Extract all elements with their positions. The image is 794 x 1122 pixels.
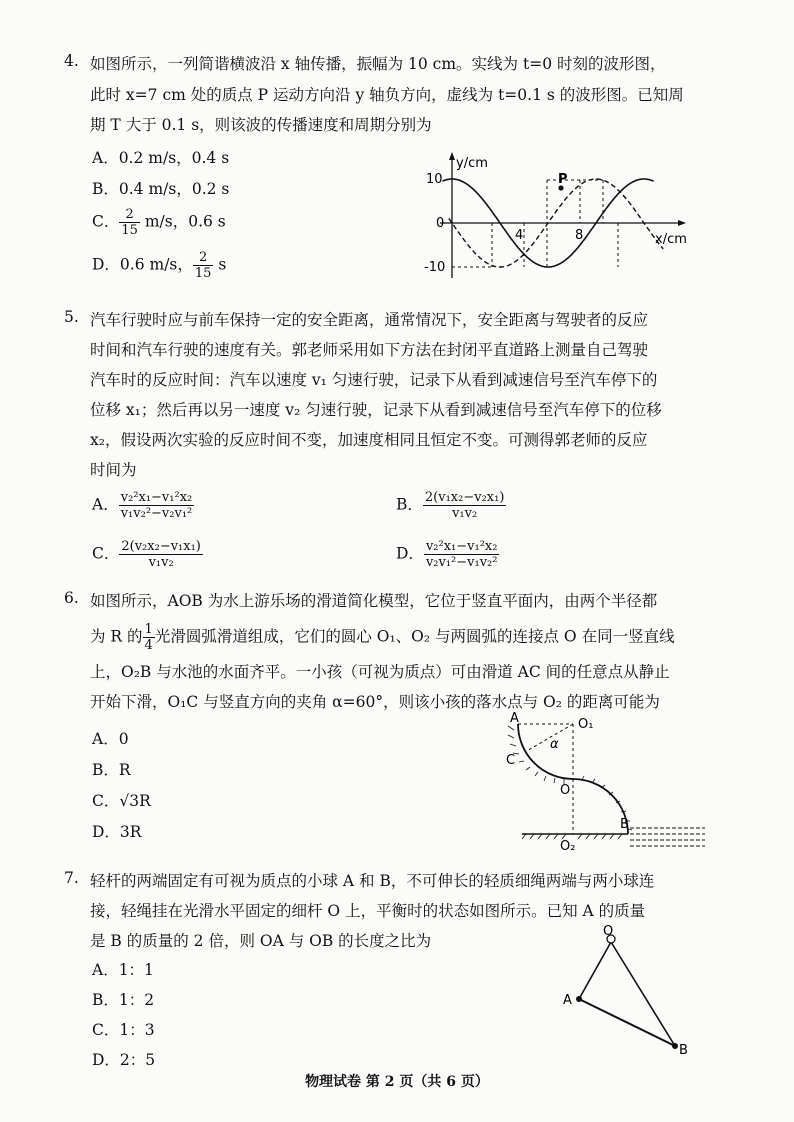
question-text-segment: 光滑圆弧滑道组成，它们的圆心 O₁、O₂ 与两圆弧的连接点 O 在同一竖直线 xyxy=(154,627,675,646)
o1-c-line xyxy=(525,724,573,752)
option-b: B．1：2 xyxy=(92,991,155,1009)
option-c: C．1：3 xyxy=(92,1021,155,1039)
option-c xyxy=(92,207,226,238)
label-o: O xyxy=(603,924,614,939)
question-number: 6. xyxy=(64,589,79,607)
string-oa xyxy=(579,942,611,999)
question-text-line: 轻杆的两端固定有可视为质点的小球 A 和 B，不可伸长的轻质细绳两端与两小球连 xyxy=(90,872,655,890)
option-b: B．0.4 m/s，0.2 s xyxy=(92,180,230,198)
label-a: A xyxy=(510,711,519,726)
y-tick-zero: 0 xyxy=(436,216,445,231)
fraction xyxy=(143,622,155,653)
x-axis-arrow xyxy=(678,220,686,226)
option-d: D．2：5 xyxy=(92,1051,156,1069)
question-number: 4. xyxy=(64,52,79,70)
label-alpha: α xyxy=(550,737,559,752)
question-text-line: 如图所示，AOB 为水上游乐场的滑道简化模型，它位于竖直平面内，由两个半径都 xyxy=(90,592,658,610)
label-c: C xyxy=(506,753,516,768)
fraction-denominator: v₁v₂ xyxy=(148,555,174,570)
label-b: B xyxy=(679,1043,688,1058)
fraction-denominator: 15 xyxy=(194,266,212,281)
slide-model-figure xyxy=(500,710,720,850)
fraction xyxy=(424,539,500,570)
fraction-numerator: v₂²x₁−v₁²x₂ xyxy=(119,490,195,506)
option-text: D．0.6 m/s， xyxy=(92,255,193,274)
fraction-denominator: 15 xyxy=(121,223,138,238)
option-c xyxy=(92,539,203,570)
point-p-label: P xyxy=(558,172,568,187)
question-number: 5. xyxy=(64,308,79,326)
question-text-line: 位移 x₁；然后再以另一速度 v₂ 匀速行驶，记录下从看到减速信号至汽车停下的位移 xyxy=(90,401,662,419)
rod-string-figure xyxy=(555,922,705,1062)
fraction-denominator: v₁v₂ xyxy=(452,506,478,521)
page-footer: 物理试卷 第 2 页（共 6 页） xyxy=(305,1074,489,1090)
question-text-line: 时间和汽车行驶的速度有关。郭老师采用如下方法在封闭平直道路上测量自己驾驶 xyxy=(90,341,649,359)
question-text-line: 汽车行驶时应与前车保持一定的安全距离，通常情况下，安全距离与驾驶者的反应 xyxy=(90,311,649,329)
option-d: D．3R xyxy=(92,823,142,841)
ball-a xyxy=(576,996,582,1002)
option-label: C． xyxy=(92,212,120,231)
question-text-line: 此时 x=7 cm 处的质点 P 运动方向沿 y 轴负方向，虚线为 t=0.1 s 的波形图。已知周 xyxy=(90,86,684,104)
fraction-denominator: v₁v₂²−v₂v₁² xyxy=(120,506,193,521)
option-label: B． xyxy=(396,495,423,514)
fraction-numerator: 2 xyxy=(193,250,214,266)
label-o: O xyxy=(560,783,571,798)
option-d xyxy=(92,250,226,281)
question-text-line: 是 B 的质量的 2 倍，则 OA 与 OB 的长度之比为 xyxy=(90,932,432,950)
option-b: B．R xyxy=(92,761,131,779)
x-axis-label: x/cm xyxy=(655,232,687,247)
y-axis-arrow xyxy=(449,152,455,160)
option-a xyxy=(92,490,194,521)
question-text-line: 汽车时的反应时间：汽车以速度 v₁ 匀速行驶，记录下从看到减速信号至汽车停下的 xyxy=(90,371,658,389)
option-b xyxy=(396,490,506,521)
fraction xyxy=(423,490,507,521)
water-pool xyxy=(630,828,705,846)
x-tick-8: 8 xyxy=(575,228,584,243)
fraction xyxy=(193,250,214,281)
fraction xyxy=(119,207,140,238)
fraction-denominator: 4 xyxy=(144,638,153,653)
question-text-line: 上，O₂B 与水池的水面齐平。一小孩（可视为质点）可由滑道 AC 间的任意点从静止 xyxy=(90,663,670,681)
question-text-line: x₂，假设两次实验的反应时间不变，加速度相同且恒定不变。可测得郭老师的反应 xyxy=(90,431,648,449)
wave-graph-figure xyxy=(420,150,692,285)
question-text-line: 接，轻绳挂在光滑水平固定的细杆 O 上，平衡时的状态如图所示。已知 A 的质量 xyxy=(90,902,646,920)
option-text: m/s，0.6 s xyxy=(139,212,226,231)
fraction-numerator: 2 xyxy=(119,207,140,223)
label-a: A xyxy=(563,993,572,1008)
fraction xyxy=(119,490,195,521)
question-text-segment: 为 R 的 xyxy=(90,627,143,646)
option-a: A．0.2 m/s，0.4 s xyxy=(92,149,230,167)
y-axis-label: y/cm xyxy=(456,156,488,171)
label-o1: O₁ xyxy=(578,717,594,732)
question-text-line: 开始下滑，O₁C 与竖直方向的夹角 α=60°，则该小孩的落水点与 O₂ 的距离可能为 xyxy=(90,693,660,711)
option-d xyxy=(396,539,499,570)
label-o2: O₂ xyxy=(560,839,576,850)
question-text-line xyxy=(90,622,675,653)
question-number: 7. xyxy=(64,869,79,887)
fraction-numerator: v₂²x₁−v₁²x₂ xyxy=(424,539,500,555)
fraction-numerator: 2(v₁x₂−v₂x₁) xyxy=(424,490,505,505)
y-tick-bottom: -10 xyxy=(424,260,446,275)
fraction-denominator: v₂v₁²−v₁v₂² xyxy=(425,555,498,570)
option-label: D． xyxy=(396,544,424,563)
question-text-line: 期 T 大于 0.1 s，则该波的传播速度和周期分别为 xyxy=(90,116,432,134)
fraction-numerator: 2(v₂x₂−v₁x₁) xyxy=(121,539,201,554)
option-text: s xyxy=(213,255,227,274)
option-label: C． xyxy=(92,544,120,563)
option-a: A．1：1 xyxy=(92,961,154,979)
fraction-numerator: 1 xyxy=(144,622,153,637)
y-tick-top: 10 xyxy=(426,172,443,187)
option-c: C．√3R xyxy=(92,792,151,810)
question-text-line: 时间为 xyxy=(90,461,137,479)
label-b: B xyxy=(620,817,629,832)
option-label: A． xyxy=(92,495,119,514)
fraction xyxy=(119,539,203,570)
question-text-line: 如图所示，一列简谐横波沿 x 轴传播，振幅为 10 cm。实线为 t=0 时刻的波形图， xyxy=(90,55,666,73)
option-a: A．0 xyxy=(92,730,129,748)
x-tick-4: 4 xyxy=(515,228,524,243)
ball-b xyxy=(672,1043,678,1049)
